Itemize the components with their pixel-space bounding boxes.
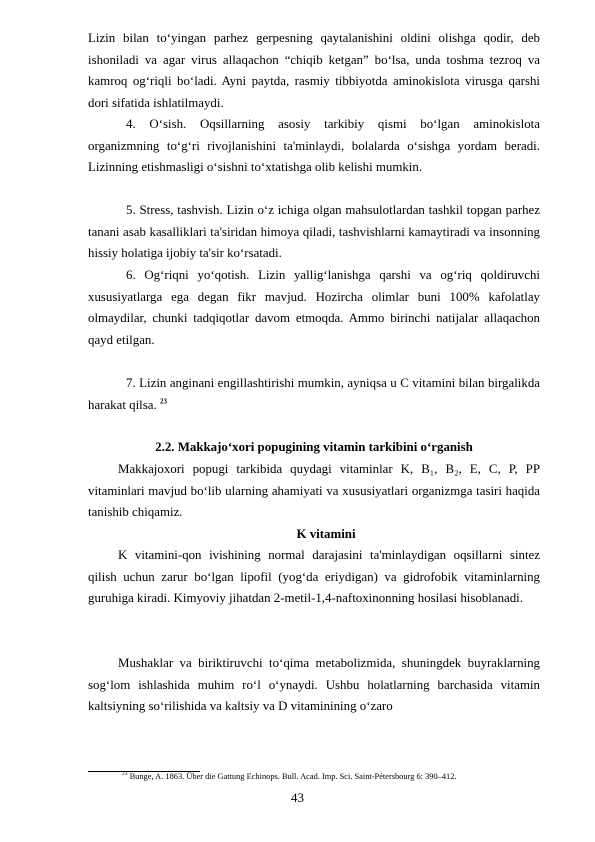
paragraph-k-vitamin-metabolism: Mushaklar va biriktiruvchi to‘qima metabolizmida, shuningdek buyraklarning sog‘lom ishlashida muhim ro‘l o‘ynaydi. Ushbu holatlarning barchasida vitamin kaltsiyning so‘rilishida va kaltsiy va D vitaminining o‘zaro [88, 656, 540, 714]
paragraph-pain-relief: 6. Og‘riqni yo‘qotish. Lizin yallig‘lanishga qarshi va og‘riq qoldiruvchi xususiyatlarga ega degan fikr mavjud. Hozircha olimlar buni 100% kafolatlay olmaydilar, chunki tadqiqotlar davom etmoqda. Ammo birinchi natijalar allaqachon qayd etilgan. [88, 268, 540, 347]
paragraph-vitamin-list: Makkajoxori popugi tarkibida quydagi vitaminlar K, B₁, B₂, E, C, P, PP vitaminlari mavjud bo‘lib ularning ahamiyati va xususiyatlari organizmga tasiri haqida tanishib chiqamiz. [88, 462, 540, 520]
subheading-k-vitamin: K vitamini [296, 527, 356, 541]
paragraph-growth: 4. O‘sish. Oqsillarning asosiy tarkibiy qismi bo‘lgan aminokislota organizmning to‘g‘ri rivojlanishini ta'minlaydi, bolalarda o‘sishga yordam beradi. Lizinning etishmasligi o‘sishni to‘xtatishga olib kelishi mumkin. [88, 117, 540, 175]
paragraph-stress: 5. Stress, tashvish. Lizin o‘z ichiga olgan mahsulotlardan tashkil topgan parhez tanani asab kasalliklari ta'siridan himoya qiladi, tashvishlarni kamaytiradi va insonning hissiy holatiga ijobiy ta'sir ko‘rsatadi. [88, 203, 540, 261]
paragraph-lysine-herpes: Lizin bilan to‘yingan parhez gerpesning qaytalanishini oldini olishga qodir, deb ishoniladi va agar virus allaqachon “chiqib ketgan” bo‘lsa, unda toshma tezroq va kamroq og‘riqli bo‘ladi. Ayni paytda, rasmiy tibbiyotda aminokislota virusga qarshi dori sifatida ishlatilmaydi. [88, 31, 540, 110]
paragraph-angina [88, 373, 540, 416]
paragraph-angina-text: 7. Lizin anginani engillashtirishi mumkin, ayniqsa u C vitamini bilan birgalikda harakat qilsa. [88, 376, 540, 412]
footnote-reference: 23 [159, 397, 167, 406]
section-heading: 2.2. Makkajo‘xori popugining vitamin tarkibini o‘rganish [155, 440, 473, 454]
page-number: 43 [291, 791, 304, 805]
footnote-number: 23 [122, 771, 128, 778]
footnote [122, 771, 542, 783]
footnote-text: Bunge, A. 1863. Über die Gattung Echinops. Bull. Acad. Imp. Sci. Saint-Pétersbourg 6: 390–412. [129, 772, 457, 781]
paragraph-k-vitamin-definition: K vitamini-qon ivishining normal darajasini ta'minlaydigan oqsillarni sintez qilish uchun zarur bo‘lgan lipofil (yog‘da eriydigan) va gidrofobik vitaminlarning guruhiga kiradi. Kimyoviy jihatdan 2-metil-1,4-naftoxinonning hosilasi hisoblanadi. [88, 548, 540, 606]
